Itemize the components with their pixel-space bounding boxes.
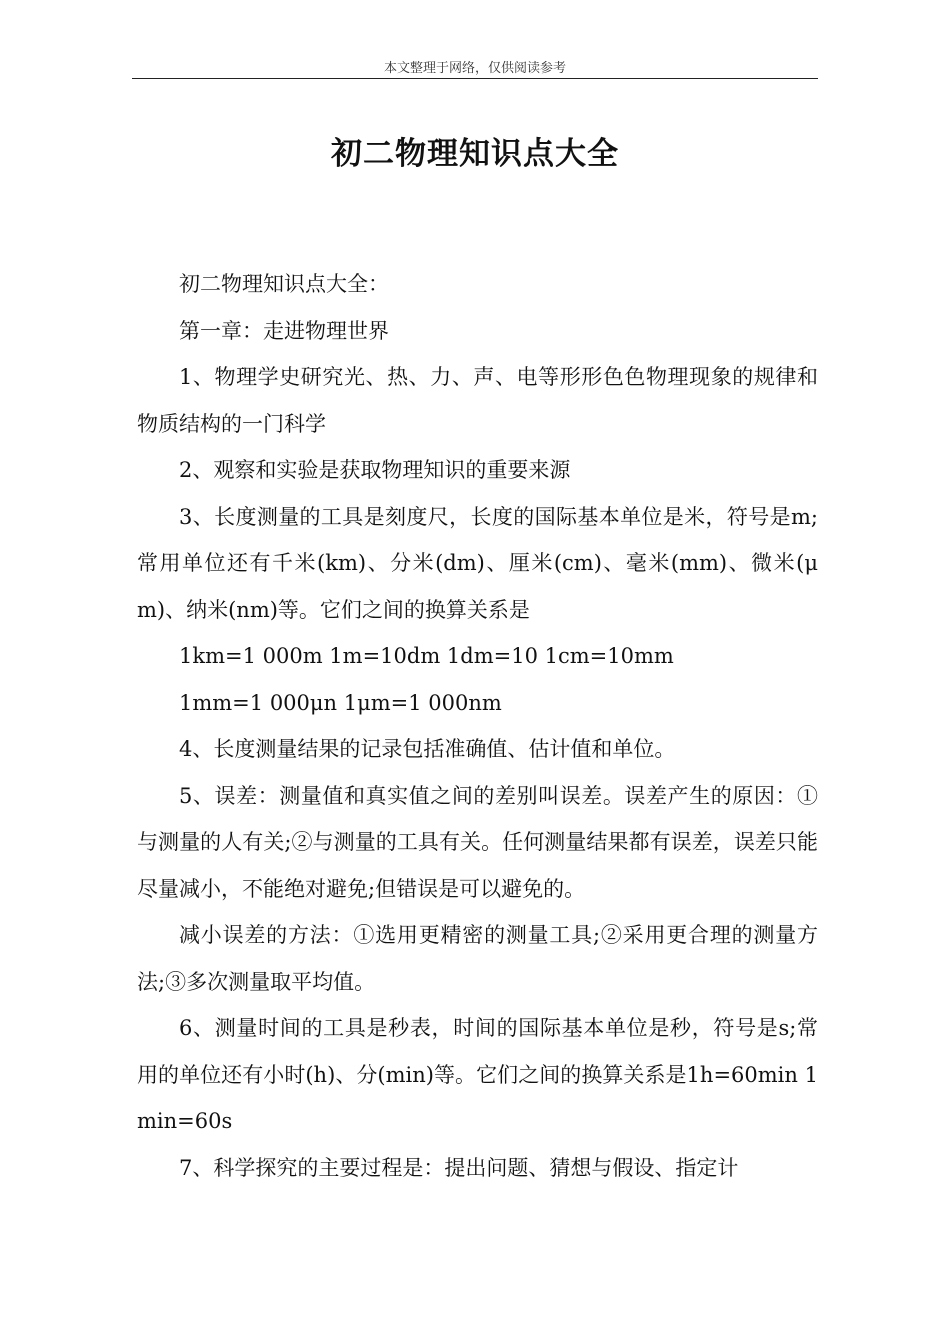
paragraph-item-6: 6、测量时间的工具是秒表，时间的国际基本单位是秒，符号是s;常用的单位还有小时(h)、分(min)等。它们之间的换算关系是1h=60min 1min=60s [137,1016,818,1133]
paragraph-item-3: 3、长度测量的工具是刻度尺，长度的国际基本单位是米，符号是m;常用单位还有千米(km)、分米(dm)、厘米(cm)、毫米(mm)、微米(μm)、纳米(nm)等。它们之间的换算关系是 [137,504,818,622]
paragraph-item-1: 1、物理学史研究光、热、力、声、电等形形色色物理现象的规律和物质结构的一门科学 [137,365,818,436]
paragraph-chapter-heading: 第一章：走进物理世界 [179,318,389,343]
paragraph-formula-length-2: 1mm=1 000μn 1μm=1 000nm [179,690,502,715]
header-text: 本文整理于网络，仅供阅读参考 [383,61,566,76]
paragraph-reduce-error: 减小误差的方法：①选用更精密的测量工具;②采用更合理的测量方法;③多次测量取平均值。 [137,923,818,994]
document-title: 初二物理知识点大全 [331,136,619,172]
document-body [137,261,818,1191]
paragraph-item-2: 2、观察和实验是获取物理知识的重要来源 [179,458,571,482]
page-header [132,60,818,79]
paragraph-formula-length-1: 1km=1 000m 1m=10dm 1dm=10 1cm=10mm [179,644,674,668]
paragraph-item-7: 7、科学探究的主要过程是：提出问题、猜想与假设、指定计 [179,1155,739,1180]
paragraph-item-5: 5、误差：测量值和真实值之间的差别叫误差。误差产生的原因：①与测量的人有关;②与测量的工具有关。任何测量结果都有误差，误差只能尽量减小，不能绝对避免;但错误是可以避免的。 [137,783,818,901]
paragraph-item-4: 4、长度测量结果的记录包括准确值、估计值和单位。 [179,737,676,761]
paragraph-intro: 初二物理知识点大全： [179,272,389,296]
